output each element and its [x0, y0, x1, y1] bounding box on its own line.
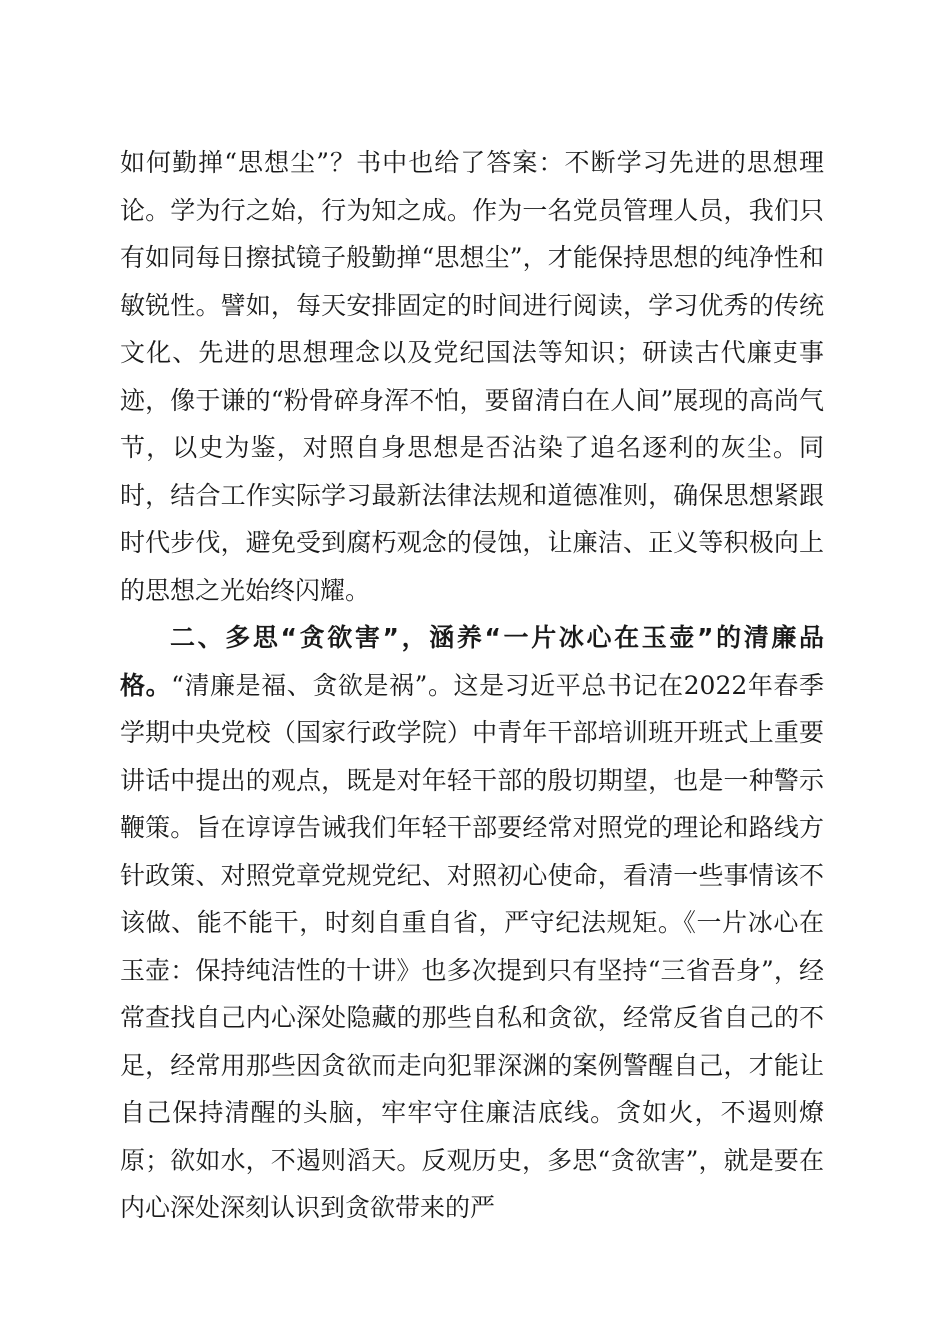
paragraph-section-2	[120, 614, 824, 1232]
section-2-heading: 二、多思“贪欲害”，涵养“一片冰心在玉壶”的清廉品格。	[120, 623, 824, 700]
section-2-body: “清廉是福、贪欲是祸”。这是习近平总书记在2022年春季学期中央党校（国家行政学院）中青年干部培训班开班式上重要讲话中提出的观点，既是对年轻干部的殷切期望，也是一种警示鞭策。旨在谆谆告诫我们年轻干部要经常对照党的理论和路线方针政策、对照党章党规党纪、对照初心使命，看清一些事情该不该做、能不能干，时刻自重自省，严守纪法规矩。《一片冰心在玉壶：保持纯洁性的十讲》也多次提到只有坚持“三省吾身”，经常查找自己内心深处隐藏的那些自私和贪欲，经常反省自己的不足，经常用那些因贪欲而走向犯罪深渊的案例警醒自己，才能让自己保持清醒的头脑，牢牢守住廉洁底线。贪如火，不遏则燎原；欲如水，不遏则滔天。反观历史，多思“贪欲害”，就是要在内心深处深刻认识到贪欲带来的严	[120, 670, 824, 1222]
document-body	[120, 139, 824, 1232]
paragraph-thought-dust: 如何勤掸“思想尘”？书中也给了答案：不断学习先进的思想理论。学为行之始，行为知之成。作为一名党员管理人员，我们只有如同每日擦拭镜子般勤掸“思想尘”，才能保持思想的纯净性和敏锐性。譬如，每天安排固定的时间进行阅读，学习优秀的传统文化、先进的思想理念以及党纪国法等知识；研读古代廉吏事迹，像于谦的“粉骨碎身浑不怕，要留清白在人间”展现的高尚气节，以史为鉴，对照自身思想是否沾染了追名逐利的灰尘。同时，结合工作实际学习最新法律法规和道德准则，确保思想紧跟时代步伐，避免受到腐朽观念的侵蚀，让廉洁、正义等积极向上的思想之光始终闪耀。	[120, 148, 824, 605]
